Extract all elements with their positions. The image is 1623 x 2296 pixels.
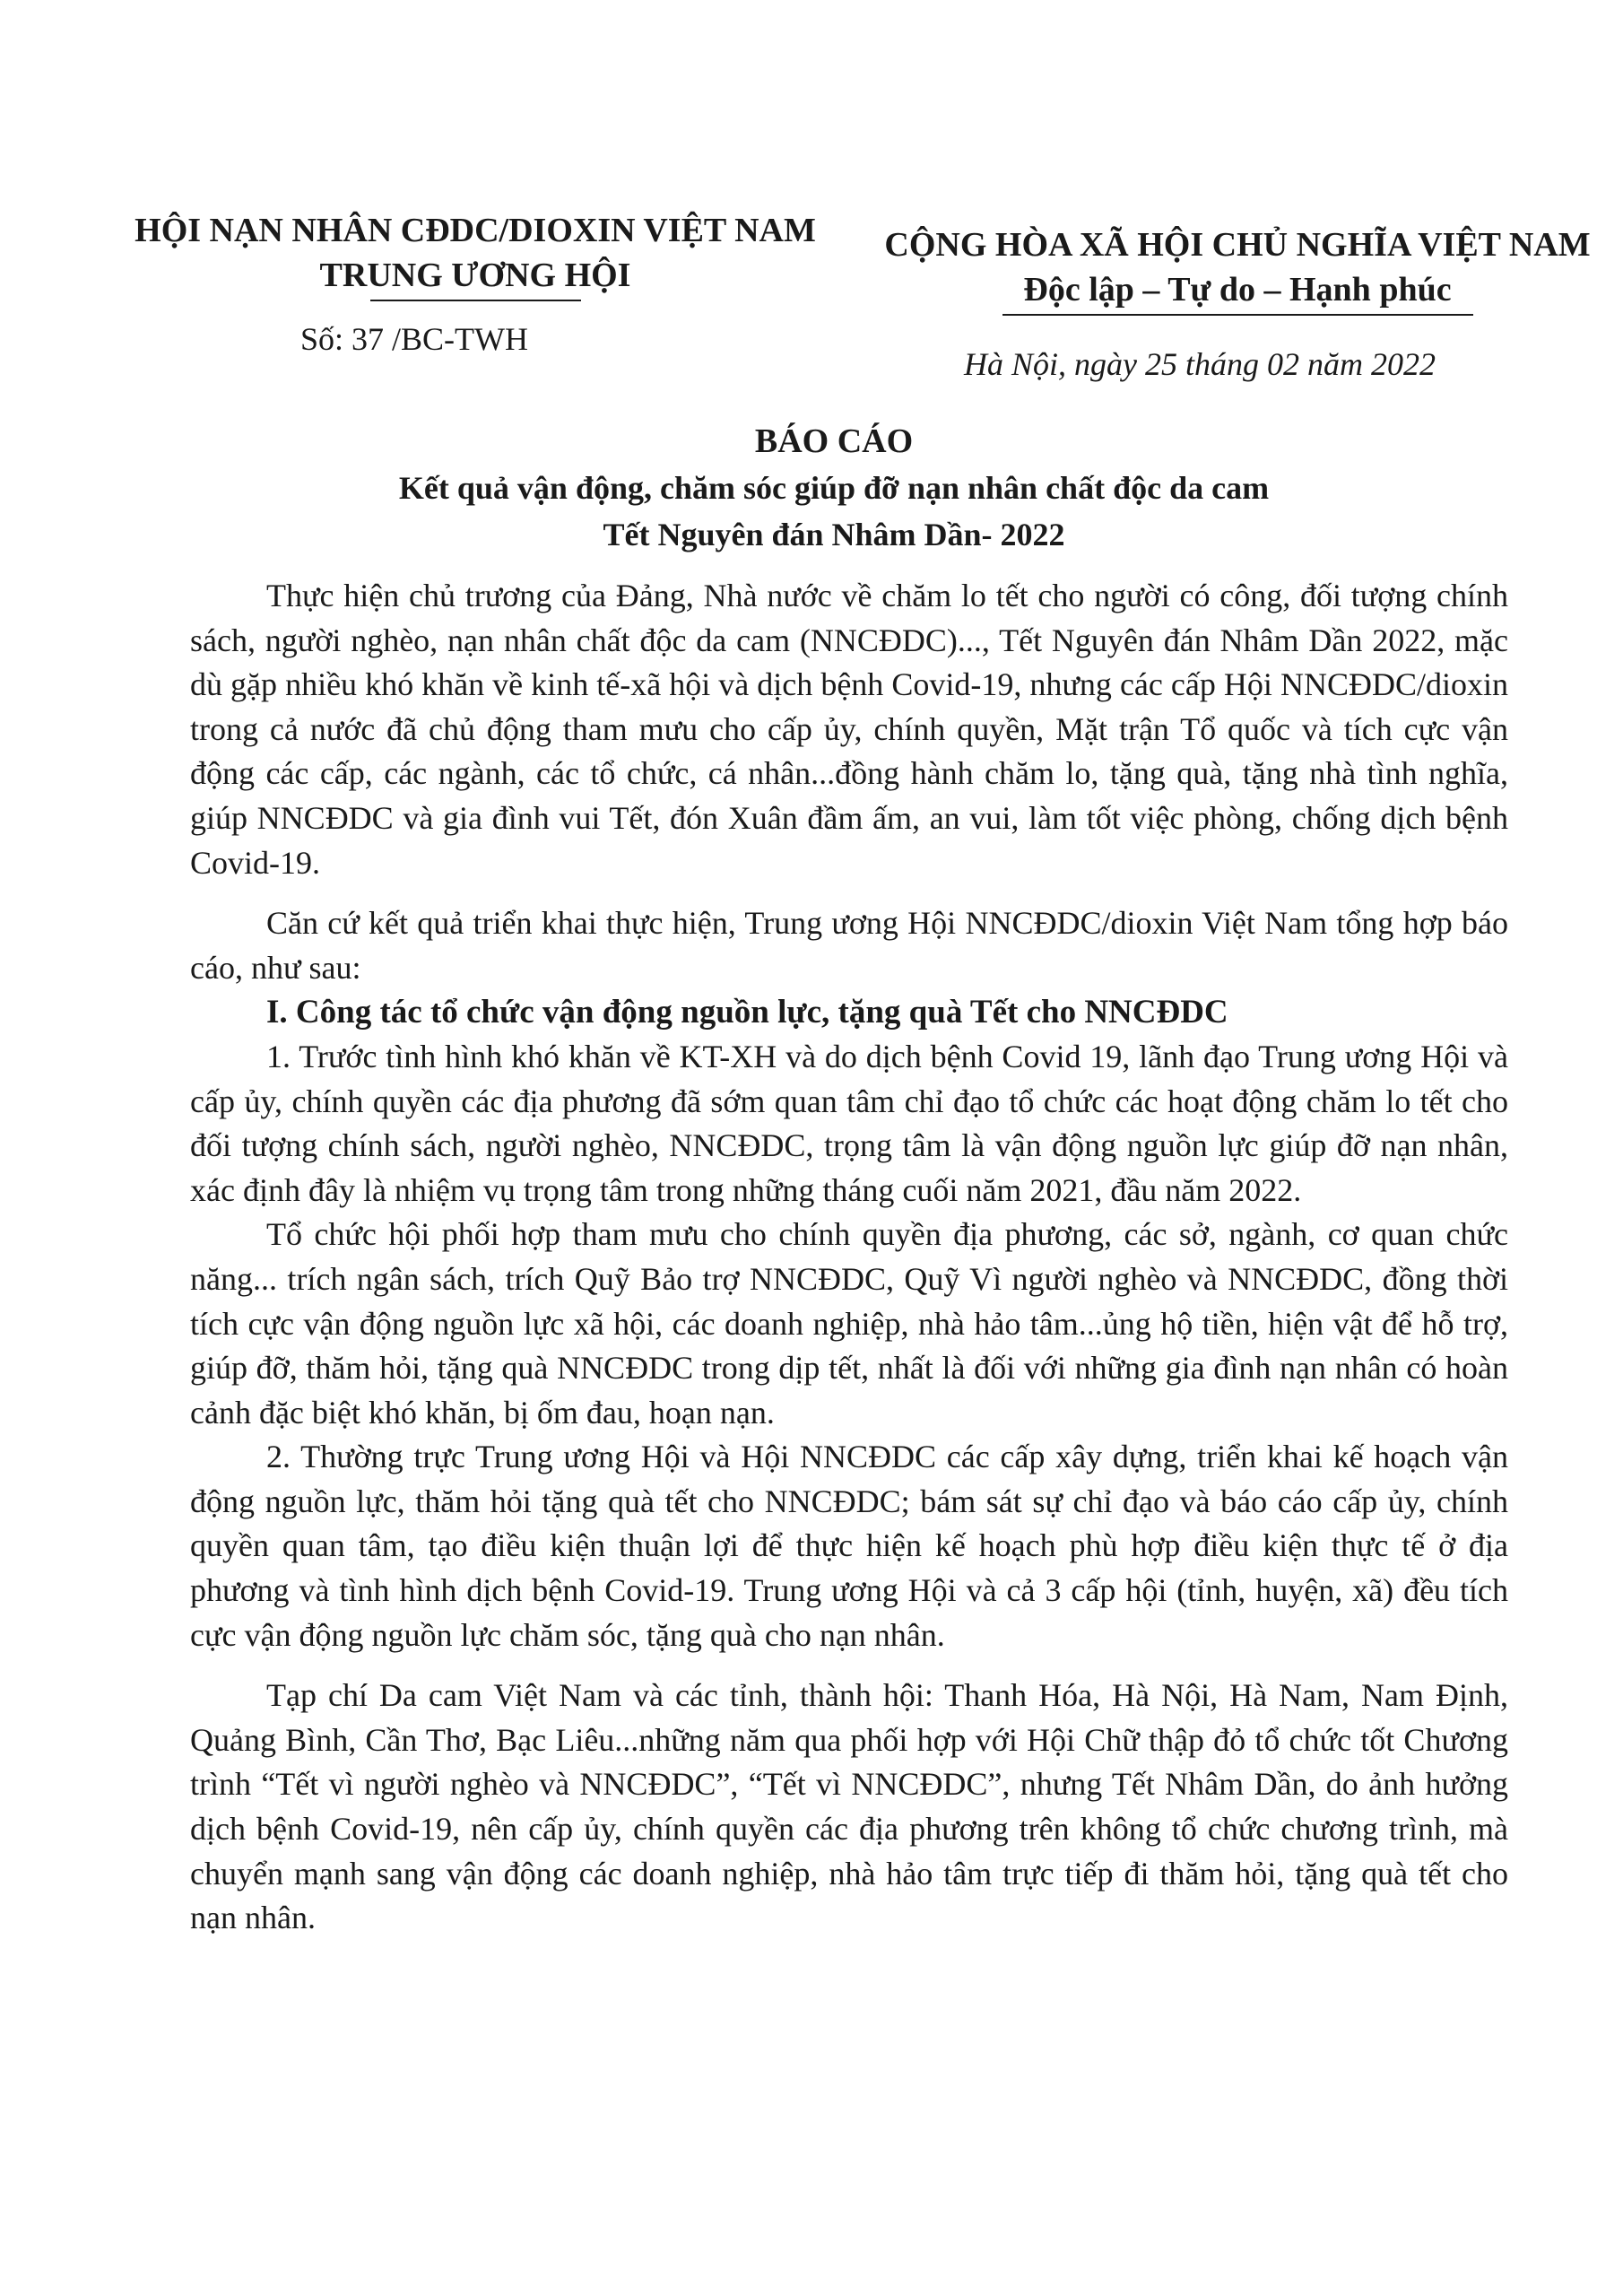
- issuing-organization: [117, 208, 834, 301]
- document-number: Số: 37 /BC-TWH: [300, 321, 529, 357]
- paragraph-coordination: Tổ chức hội phối hợp tham mưu cho chính quyền địa phương, các sở, ngành, cơ quan chức năng... trích ngân sách, trích Quỹ Bảo trợ NNCĐDC, Quỹ Vì người nghèo và NNCĐDC, đồng thời tích cực vận động nguồn lực xã hội, các doanh nghiệp, nhà hảo tâm...ủng hộ tiền, hiện vật để hỗ trợ, giúp đỡ, thăm hỏi, tặng quà NNCĐDC trong dịp tết, nhất là đối với những gia đình nạn nhân có hoàn cảnh đặc biệt khó khăn, bị ốm đau, hoạn nạn.: [190, 1216, 1508, 1431]
- paragraph-basis: Căn cứ kết quả triển khai thực hiện, Trung ương Hội NNCĐDC/dioxin Việt Nam tổng hợp báo cáo, như sau:: [190, 905, 1508, 986]
- organization-unit: TRUNG ƯƠNG HỘI: [319, 257, 631, 294]
- national-motto: Độc lập – Tự do – Hạnh phúc: [1023, 271, 1452, 309]
- report-body: [190, 574, 1508, 1941]
- document-date: Hà Nội, ngày 25 tháng 02 năm 2022: [964, 346, 1436, 382]
- paragraph-item-2: 2. Thường trực Trung ương Hội và Hội NNCĐDC các cấp xây dựng, triển khai kế hoạch vận động nguồn lực, thăm hỏi tặng quà tết cho NNCĐDC; bám sát sự chỉ đạo và báo cáo cấp ủy, chính quyền quan tâm, tạo điều kiện thuận lợi để thực hiện kế hoạch phù hợp điều kiện thực tế ở địa phương và tình hình dịch bệnh Covid-19. Trung ương Hội và cả 3 cấp hội (tỉnh, huyện, xã) đều tích cực vận động nguồn lực chăm sóc, tặng quà cho nạn nhân.: [190, 1439, 1508, 1653]
- national-title: CỘNG HÒA XÃ HỘI CHỦ NGHĨA VIỆT NAM: [884, 226, 1591, 264]
- paragraph-introduction: Thực hiện chủ trương của Đảng, Nhà nước về chăm lo tết cho người có công, đối tượng chính sách, người nghèo, nạn nhân chất độc da cam (NNCĐDC)..., Tết Nguyên đán Nhâm Dần 2022, mặc dù gặp nhiều khó khăn về kinh tế-xã hội và dịch bệnh Covid-19, nhưng các cấp Hội NNCĐDC/dioxin trong cả nước đã chủ động tham mưu cho cấp ủy, chính quyền, Mặt trận Tổ quốc và tích cực vận động các cấp, các ngành, các tổ chức, cá nhân...đồng hành chăm lo, tặng quà, tặng nhà tình nghĩa, giúp NNCĐDC và gia đình vui Tết, đón Xuân đầm ấm, an vui, làm tốt việc phòng, chống dịch bệnh Covid-19.: [190, 578, 1508, 881]
- national-header: [861, 222, 1614, 316]
- report-subtitle-line2: Tết Nguyên đán Nhâm Dần- 2022: [603, 517, 1065, 552]
- report-title-block: [206, 418, 1462, 558]
- header-left-underline: [370, 300, 581, 301]
- report-title: BÁO CÁO: [754, 422, 914, 460]
- paragraph-item-1: 1. Trước tình hình khó khăn về KT-XH và do dịch bệnh Covid 19, lãnh đạo Trung ương Hội và cấp ủy, chính quyền các địa phương đã sớm quan tâm chỉ đạo tổ chức các hoạt động chăm lo tết cho đối tượng chính sách, người nghèo, NNCĐDC, trọng tâm là vận động nguồn lực giúp đỡ nạn nhân, xác định đây là nhiệm vụ trọng tâm trong những tháng cuối năm 2021, đầu năm 2022.: [190, 1038, 1508, 1208]
- section-heading-1: I. Công tác tổ chức vận động nguồn lực, tặng quà Tết cho NNCĐDC: [266, 994, 1228, 1031]
- report-subtitle-line1: Kết quả vận động, chăm sóc giúp đỡ nạn nhân chất độc da cam: [398, 470, 1270, 506]
- paragraph-magazine: Tạp chí Da cam Việt Nam và các tỉnh, thành hội: Thanh Hóa, Hà Nội, Hà Nam, Nam Định, Quảng Bình, Cần Thơ, Bạc Liêu...những năm qua phối hợp với Hội Chữ thập đỏ tổ chức tốt Chương trình “Tết vì người nghèo và NNCĐDC”, “Tết vì NNCĐDC”, nhưng Tết Nhâm Dần, do ảnh hưởng dịch bệnh Covid-19, nên cấp ủy, chính quyền các địa phương trên không tổ chức chương trình, mà chuyển mạnh sang vận động các doanh nghiệp, nhà hảo tâm trực tiếp đi thăm hỏi, tặng quà tết cho nạn nhân.: [190, 1677, 1508, 1936]
- header-right-underline: [1002, 314, 1473, 316]
- organization-name: HỘI NẠN NHÂN CĐDC/DIOXIN VIỆT NAM: [135, 212, 816, 249]
